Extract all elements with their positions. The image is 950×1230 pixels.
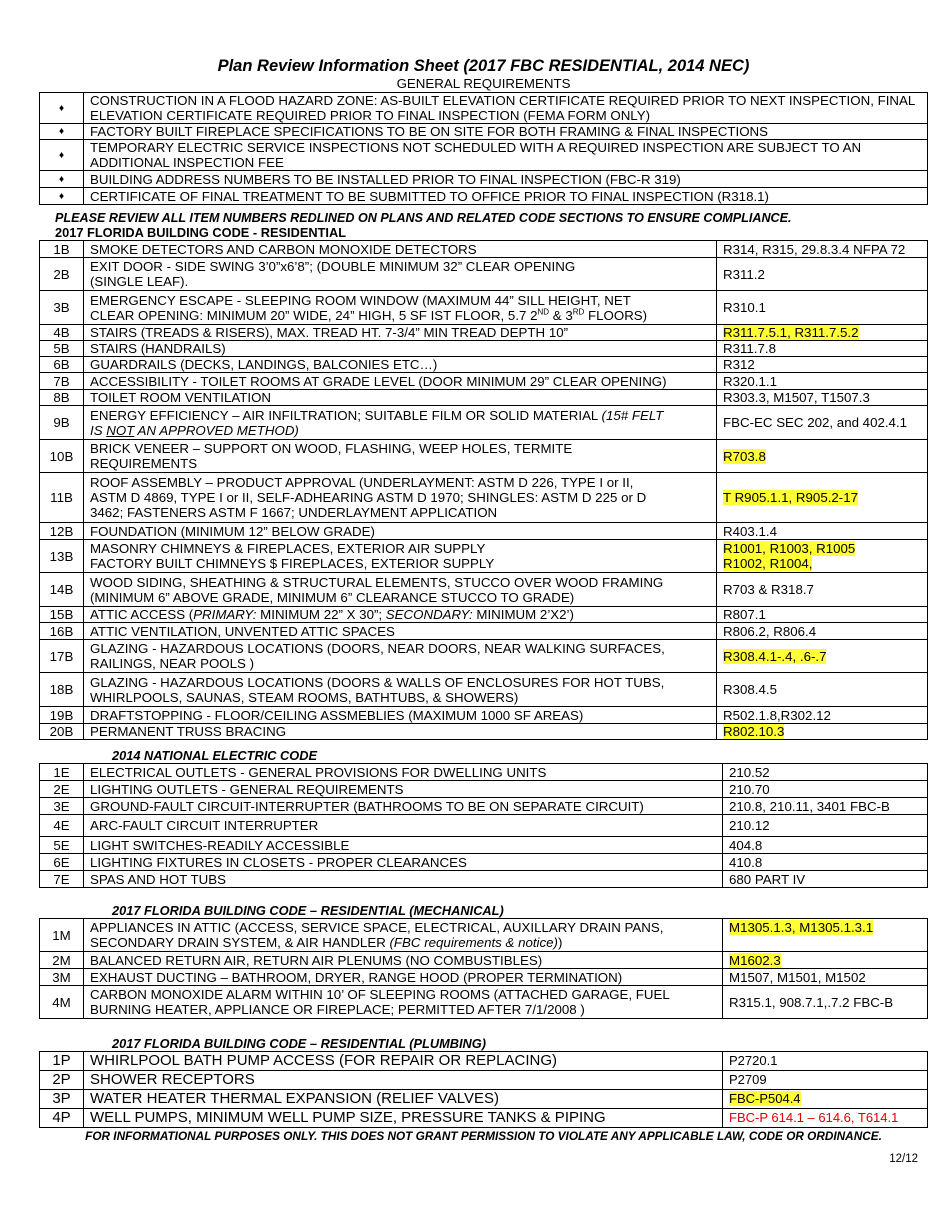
code-reference: R703 & R318.7 <box>717 573 928 607</box>
item-number: 12B <box>40 523 84 540</box>
item-description: MASONRY CHIMNEYS & FIREPLACES, EXTERIOR AIR SUPPLY FACTORY BUILT CHIMNEYS $ FIREPLACES, EXTERIOR SUPPLY <box>84 540 717 573</box>
code-reference: R807.1 <box>717 607 928 623</box>
item-number: 19B <box>40 707 84 724</box>
item-number: 1E <box>40 764 84 781</box>
code-reference: R310.1 <box>717 291 928 325</box>
item-number: 4M <box>40 986 84 1019</box>
table-row <box>40 969 928 986</box>
table-row <box>40 837 928 854</box>
item-description: APPLIANCES IN ATTIC (ACCESS, SERVICE SPACE, ELECTRICAL, AUXILLARY DRAIN PANS, SECONDARY DRAIN SYSTEM, & AIR HANDLER (FBC requirements & notice)) <box>84 919 723 952</box>
electric-code-heading: 2014 NATIONAL ELECTRIC CODE <box>112 748 318 763</box>
item-number: 1P <box>40 1052 84 1071</box>
plumbing-code-table <box>39 1051 928 1128</box>
item-number: 5B <box>40 341 84 357</box>
code-reference <box>717 473 928 523</box>
table-row <box>40 952 928 969</box>
bullet-icon: ♦ <box>40 171 84 188</box>
item-number: 4E <box>40 815 84 837</box>
table-row <box>40 258 928 291</box>
item-description: WATER HEATER THERMAL EXPANSION (RELIEF VALVES) <box>84 1090 723 1109</box>
table-row <box>40 640 928 673</box>
item-number: 4B <box>40 325 84 341</box>
requirement-text: FACTORY BUILT FIREPLACE SPECIFICATIONS TO BE ON SITE FOR BOTH FRAMING & FINAL INSPECTIONS <box>84 124 928 140</box>
code-reference: R403.1.4 <box>717 523 928 540</box>
item-description: SPAS AND HOT TUBS <box>84 871 723 888</box>
item-description: GLAZING - HAZARDOUS LOCATIONS (DOORS & WALLS OF ENCLOSURES FOR HOT TUBS, WHIRLPOOLS, SAUNAS, STEAM ROOMS, BATHTUBS, & SHOWERS) <box>84 673 717 707</box>
review-notice: PLEASE REVIEW ALL ITEM NUMBERS REDLINED ON PLANS AND RELATED CODE SECTIONS TO ENSURE COMPLIANCE. <box>55 211 792 225</box>
item-number: 8B <box>40 390 84 406</box>
code-reference: FBC-EC SEC 202, and 402.4.1 <box>717 406 928 440</box>
item-description: LIGHT SWITCHES-READILY ACCESSIBLE <box>84 837 723 854</box>
code-reference: 410.8 <box>723 854 928 871</box>
code-reference <box>723 1090 928 1109</box>
table-row <box>40 124 928 140</box>
item-description: LIGHTING OUTLETS - GENERAL REQUIREMENTS <box>84 781 723 798</box>
item-number: 11B <box>40 473 84 523</box>
item-description: EXIT DOOR - SIDE SWING 3’0”x6’8”; (DOUBLE MINIMUM 32” CLEAR OPENING (SINGLE LEAF). <box>84 258 717 291</box>
item-number: 5E <box>40 837 84 854</box>
item-description: CARBON MONOXIDE ALARM WITHIN 10’ OF SLEEPING ROOMS (ATTACHED GARAGE, FUEL BURNING HEATER, APPLIANCE OR FIREPLACE; PERMITTED AFTER 7/1/2008 ) <box>84 986 723 1019</box>
item-number: 20B <box>40 724 84 740</box>
code-reference: R312 <box>717 357 928 373</box>
item-description: WOOD SIDING, SHEATHING & STRUCTURAL ELEMENTS, STUCCO OVER WOOD FRAMING (MINIMUM 6” ABOVE GRADE, MINIMUM 6” CLEARANCE STUCCO TO GRADE) <box>84 573 717 607</box>
requirement-text: TEMPORARY ELECTRIC SERVICE INSPECTIONS NOT SCHEDULED WITH A REQUIRED INSPECTION ARE SUBJECT TO AN ADDITIONAL INSPECTION FEE <box>84 140 928 171</box>
building-code-heading: 2017 FLORIDA BUILDING CODE - RESIDENTIAL <box>55 225 347 240</box>
item-description: GUARDRAILS (DECKS, LANDINGS, BALCONIES ETC…) <box>84 357 717 373</box>
item-description: GROUND-FAULT CIRCUIT-INTERRUPTER (BATHROOMS TO BE ON SEPARATE CIRCUIT) <box>84 798 723 815</box>
table-row <box>40 325 928 341</box>
code-reference: 404.8 <box>723 837 928 854</box>
bullet-icon: ♦ <box>40 140 84 171</box>
code-reference: P2709 <box>723 1071 928 1090</box>
item-number: 3M <box>40 969 84 986</box>
item-number: 2B <box>40 258 84 291</box>
requirement-text: BUILDING ADDRESS NUMBERS TO BE INSTALLED PRIOR TO FINAL INSPECTION (FBC-R 319) <box>84 171 928 188</box>
table-row <box>40 1071 928 1090</box>
item-number: 2E <box>40 781 84 798</box>
item-description: STAIRS (HANDRAILS) <box>84 341 717 357</box>
item-number: 3P <box>40 1090 84 1109</box>
code-reference: P2720.1 <box>723 1052 928 1071</box>
item-description: WHIRLPOOL BATH PUMP ACCESS (FOR REPAIR OR REPLACING) <box>84 1052 723 1071</box>
item-number: 2P <box>40 1071 84 1090</box>
page-number: 12/12 <box>889 1153 918 1165</box>
table-row <box>40 1090 928 1109</box>
table-row <box>40 140 928 171</box>
code-reference: R315.1, 908.7.1,.7.2 FBC-B <box>723 986 928 1019</box>
table-row <box>40 607 928 623</box>
table-row <box>40 986 928 1019</box>
table-row <box>40 871 928 888</box>
code-reference: R314, R315, 29.8.3.4 NFPA 72 <box>717 241 928 258</box>
code-reference <box>723 919 928 952</box>
code-reference: 210.70 <box>723 781 928 798</box>
item-number: 9B <box>40 406 84 440</box>
item-number: 17B <box>40 640 84 673</box>
item-description: ACCESSIBILITY - TOILET ROOMS AT GRADE LEVEL (DOOR MINIMUM 29” CLEAR OPENING) <box>84 373 717 390</box>
code-reference: R311.2 <box>717 258 928 291</box>
item-description: BRICK VENEER – SUPPORT ON WOOD, FLASHING, WEEP HOLES, TERMITE REQUIREMENTS <box>84 440 717 473</box>
section-subtitle: GENERAL REQUIREMENTS <box>396 76 571 91</box>
electric-code-table <box>39 763 928 888</box>
disclaimer: FOR INFORMATIONAL PURPOSES ONLY. THIS DOES NOT GRANT PERMISSION TO VIOLATE ANY APPLICABLE LAW, CODE OR ORDINANCE. <box>85 1129 882 1143</box>
highlighted-code: T R905.1.1, R905.2-17 <box>723 490 859 505</box>
item-description: WELL PUMPS, MINIMUM WELL PUMP SIZE, PRESSURE TANKS & PIPING <box>84 1109 723 1128</box>
item-description: ENERGY EFFICIENCY – AIR INFILTRATION; SUITABLE FILM OR SOLID MATERIAL (15# FELT IS NOT AN APPROVED METHOD) <box>84 406 717 440</box>
item-description: DRAFTSTOPPING - FLOOR/CEILING ASSMEBLIES (MAXIMUM 1000 SF AREAS) <box>84 707 717 724</box>
table-row <box>40 373 928 390</box>
item-number: 15B <box>40 607 84 623</box>
item-description: PERMANENT TRUSS BRACING <box>84 724 717 740</box>
highlighted-code: R802.10.3 <box>723 724 785 739</box>
item-number: 3B <box>40 291 84 325</box>
item-description: BALANCED RETURN AIR, RETURN AIR PLENUMS (NO COMBUSTIBLES) <box>84 952 723 969</box>
mechanical-code-table <box>39 918 928 1019</box>
table-row <box>40 854 928 871</box>
item-description: ROOF ASSEMBLY – PRODUCT APPROVAL (UNDERLAYMENT: ASTM D 226, TYPE I or II, ASTM D 4869, TYPE I or II, SELF-ADHEARING ASTM D 1970; SHINGLES: ASTM D 225 or D 3462; FASTENERS ASTM F 1667; UNDERLAYMENT APPLICATION <box>84 473 717 523</box>
bullet-icon: ♦ <box>40 93 84 124</box>
plumbing-code-heading: 2017 FLORIDA BUILDING CODE – RESIDENTIAL (PLUMBING) <box>112 1036 486 1051</box>
item-description: EMERGENCY ESCAPE - SLEEPING ROOM WINDOW (MAXIMUM 44” SILL HEIGHT, NET CLEAR OPENING: MINIMUM 20” WIDE, 24” HIGH, 5 SF IST FLOOR, 5.7 2ND & 3RD FLOORS) <box>84 291 717 325</box>
highlighted-code: R1001, R1003, R1005 <box>723 541 856 556</box>
page-title: Plan Review Information Sheet (2017 FBC RESIDENTIAL, 2014 NEC) <box>217 57 750 75</box>
table-row <box>40 523 928 540</box>
item-number: 10B <box>40 440 84 473</box>
table-row <box>40 357 928 373</box>
item-description: TOILET ROOM VENTILATION <box>84 390 717 406</box>
mechanical-code-heading: 2017 FLORIDA BUILDING CODE – RESIDENTIAL (MECHANICAL) <box>112 903 504 918</box>
table-row <box>40 1052 928 1071</box>
code-reference-red: FBC-P 614.1 – 614.6, T614.1 <box>723 1109 928 1128</box>
item-description: SMOKE DETECTORS AND CARBON MONOXIDE DETECTORS <box>84 241 717 258</box>
item-description: ELECTRICAL OUTLETS - GENERAL PROVISIONS FOR DWELLING UNITS <box>84 764 723 781</box>
code-reference <box>717 440 928 473</box>
code-reference <box>717 724 928 740</box>
highlighted-code: R308.4.1-.4, .6-.7 <box>723 648 827 664</box>
item-number: 7B <box>40 373 84 390</box>
bullet-icon: ♦ <box>40 188 84 205</box>
item-number: 4P <box>40 1109 84 1128</box>
item-number: 13B <box>40 540 84 573</box>
item-description: GLAZING - HAZARDOUS LOCATIONS (DOORS, NEAR DOORS, NEAR WALKING SURFACES, RAILINGS, NEAR POOLS ) <box>84 640 717 673</box>
highlighted-code: M1602.3 <box>729 952 781 968</box>
item-description: ATTIC ACCESS (PRIMARY: MINIMUM 22” X 30”; SECONDARY: MINIMUM 2’X2’) <box>84 607 717 623</box>
code-reference: R311.7.8 <box>717 341 928 357</box>
code-reference: R303.3, M1507, T1507.3 <box>717 390 928 406</box>
table-row <box>40 341 928 357</box>
code-reference: 210.12 <box>723 815 928 837</box>
item-description: EXHAUST DUCTING – BATHROOM, DRYER, RANGE HOOD (PROPER TERMINATION) <box>84 969 723 986</box>
table-row <box>40 540 928 573</box>
code-reference <box>717 640 928 673</box>
requirement-text: CERTIFICATE OF FINAL TREATMENT TO BE SUBMITTED TO OFFICE PRIOR TO FINAL INSPECTION (R318.1) <box>84 188 928 205</box>
bullet-icon: ♦ <box>40 124 84 140</box>
table-row <box>40 798 928 815</box>
item-number: 6B <box>40 357 84 373</box>
item-description: SHOWER RECEPTORS <box>84 1071 723 1090</box>
table-row <box>40 623 928 640</box>
item-number: 1M <box>40 919 84 952</box>
highlighted-code: R311.7.5.1, R311.7.5.2 <box>723 325 859 340</box>
table-row <box>40 707 928 724</box>
code-reference: R806.2, R806.4 <box>717 623 928 640</box>
table-row <box>40 291 928 325</box>
table-row <box>40 473 928 523</box>
code-reference: 680 PART IV <box>723 871 928 888</box>
item-number: 7E <box>40 871 84 888</box>
table-row <box>40 1109 928 1128</box>
general-requirements-table <box>39 92 928 205</box>
table-row <box>40 406 928 440</box>
table-row <box>40 171 928 188</box>
table-row <box>40 673 928 707</box>
code-reference: 210.52 <box>723 764 928 781</box>
building-code-table <box>39 240 928 740</box>
table-row <box>40 919 928 952</box>
table-row <box>40 440 928 473</box>
highlighted-code: R703.8 <box>723 448 766 464</box>
code-reference <box>717 325 928 341</box>
item-number: 1B <box>40 241 84 258</box>
item-description: STAIRS (TREADS & RISERS), MAX. TREAD HT. 7-3/4” MIN TREAD DEPTH 10” <box>84 325 717 341</box>
table-row <box>40 764 928 781</box>
table-row <box>40 93 928 124</box>
code-reference: M1507, M1501, M1502 <box>723 969 928 986</box>
item-number: 3E <box>40 798 84 815</box>
highlighted-code: FBC-P504.4 <box>729 1091 801 1106</box>
code-reference: R308.4.5 <box>717 673 928 707</box>
item-description: FOUNDATION (MINIMUM 12” BELOW GRADE) <box>84 523 717 540</box>
table-row <box>40 188 928 205</box>
table-row <box>40 573 928 607</box>
code-reference <box>723 952 928 969</box>
table-row <box>40 390 928 406</box>
code-reference: R320.1.1 <box>717 373 928 390</box>
item-number: 14B <box>40 573 84 607</box>
item-number: 2M <box>40 952 84 969</box>
item-number: 6E <box>40 854 84 871</box>
table-row <box>40 724 928 740</box>
table-row <box>40 815 928 837</box>
code-reference: R502.1.8,R302.12 <box>717 707 928 724</box>
table-row <box>40 781 928 798</box>
highlighted-code: M1305.1.3, M1305.1.3.1 <box>729 920 874 935</box>
code-reference <box>717 540 928 573</box>
code-reference: 210.8, 210.11, 3401 FBC-B <box>723 798 928 815</box>
item-number: 16B <box>40 623 84 640</box>
table-row <box>40 241 928 258</box>
item-description: LIGHTING FIXTURES IN CLOSETS - PROPER CLEARANCES <box>84 854 723 871</box>
requirement-text: CONSTRUCTION IN A FLOOD HAZARD ZONE: AS-BUILT ELEVATION CERTIFICATE REQUIRED PRIOR TO NEXT INSPECTION, FINAL ELEVATION CERTIFICATE REQUIRED PRIOR TO FINAL INSPECTION (FEMA FORM ONLY) <box>84 93 928 124</box>
document-page <box>39 56 928 1143</box>
item-description: ATTIC VENTILATION, UNVENTED ATTIC SPACES <box>84 623 717 640</box>
item-description: ARC-FAULT CIRCUIT INTERRUPTER <box>84 815 723 837</box>
item-number: 18B <box>40 673 84 707</box>
highlighted-code: R1002, R1004, <box>723 556 813 571</box>
